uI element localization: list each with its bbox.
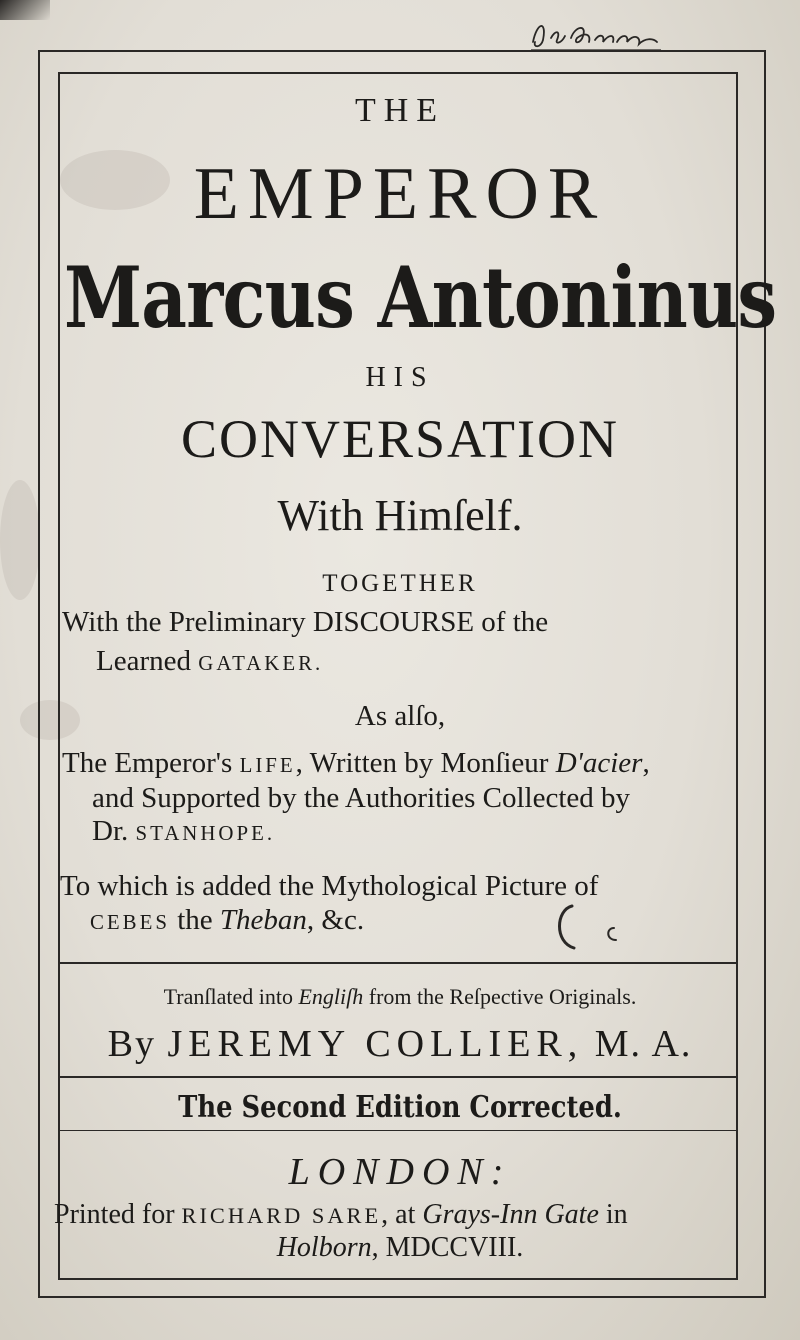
life-word: LIFE (239, 753, 296, 777)
holborn-place: Holborn (276, 1232, 372, 1263)
grays-inn-gate: Grays-Inn Gate (422, 1199, 599, 1230)
printer-name: RICHARD SARE (181, 1203, 382, 1228)
printed-at: , at (381, 1199, 423, 1230)
supported-line: and Supported by the Authorities Collected by (92, 782, 631, 814)
english-word: Engliſh (298, 984, 364, 1009)
holborn-comma: , (371, 1232, 379, 1263)
author-degree: M. A. (583, 1023, 693, 1065)
discourse-line: With the Preliminary DISCOURSE of the (62, 606, 549, 638)
theban-word: Theban (219, 904, 307, 936)
gataker-prefix: Learned (96, 645, 199, 677)
author-by: By (107, 1023, 168, 1065)
gataker-name: GATAKER. (198, 651, 324, 675)
author-line (0, 1022, 800, 1066)
imprint-year: MDCCVIII. (378, 1232, 524, 1263)
translated-line (0, 984, 800, 1010)
title-emperor: EMPEROR (193, 153, 607, 235)
author-name: JEREMY COLLIER, (167, 1023, 584, 1065)
life-line (62, 747, 738, 780)
mythological-line: To which is added the Mythological Picture of (60, 870, 599, 902)
cebes-etc: , &c. (306, 904, 365, 936)
edition-line: The Second Edition Corrected. (178, 1090, 622, 1125)
title-the: THE (354, 92, 446, 129)
printed-in: in (598, 1199, 628, 1230)
stanhope-line (92, 815, 275, 848)
dacier-name: D'acier (555, 747, 643, 779)
scan-shadow (0, 0, 50, 20)
translated-prefix: Tranſlated into (163, 984, 299, 1009)
title-marcus-antoninus: Marcus Antoninus (64, 248, 777, 347)
rule-lower (58, 1130, 738, 1131)
rule-top (58, 962, 738, 964)
imprint-city: LONDON: (288, 1151, 512, 1193)
stanhope-name: STANHOPE. (135, 821, 276, 845)
cebes-name: CEBES (90, 910, 170, 934)
stanhope-prefix: Dr. (92, 815, 136, 847)
as-also-heading: As alſo, (354, 700, 446, 732)
life-b: , Written by Monſieur (295, 747, 556, 779)
title-conversation: CONVERSATION (180, 409, 620, 469)
handwritten-signature (525, 12, 665, 56)
cebes-the: the (169, 904, 220, 936)
gataker-line (96, 645, 323, 678)
translated-suffix: from the Reſpective Originals. (363, 984, 637, 1009)
together-heading: TOGETHER (322, 570, 478, 597)
printed-for-line (54, 1199, 740, 1231)
printed-for: Printed for (54, 1199, 182, 1230)
handwritten-c-mark (548, 898, 628, 958)
life-a: The Emperor's (62, 747, 240, 779)
cebes-line (90, 904, 364, 937)
title-with-himself: With Himſelf. (277, 491, 523, 540)
holborn-line (0, 1232, 800, 1264)
rule-mid (58, 1076, 738, 1078)
title-his: HIS (365, 362, 435, 393)
life-c: , (642, 747, 650, 779)
